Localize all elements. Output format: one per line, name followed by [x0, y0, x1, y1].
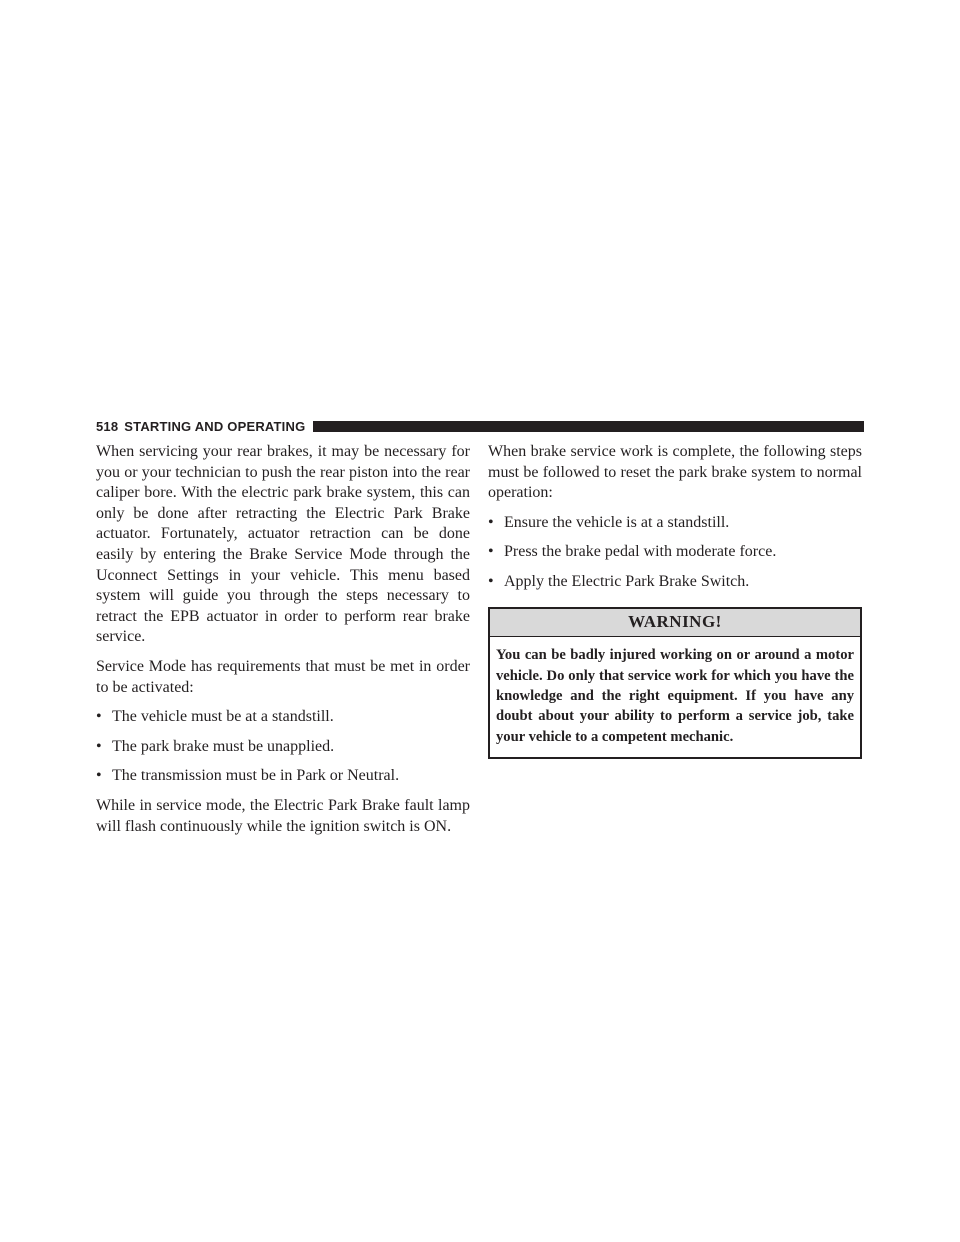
bullet-icon: • — [488, 572, 494, 590]
paragraph: When brake service work is complete, the following steps must be followed to reset the park brake system to normal operation: — [488, 443, 862, 502]
bullet-list — [488, 513, 862, 593]
section-title: STARTING AND OPERATING — [124, 418, 306, 434]
list-item-text: The transmission must be in Park or Neutral. — [112, 767, 400, 785]
list-item — [488, 513, 862, 534]
list-item-text: Ensure the vehicle is at a standstill. — [504, 513, 730, 531]
paragraph: When servicing your rear brakes, it may be necessary for you or your technician to push the rear piston into the rear caliper bore. With the electric park brake system, this can only be done after retracting the Electric Park Brake actuator. Fortunately, actuator retraction can be done easily by entering the Brake Service Mode through the Uconnect Settings in your vehicle. This menu based system will guide you through the steps necessary to retract the EPB actuator in order to perform rear brake service. — [96, 443, 470, 646]
page-number: 518 — [96, 418, 119, 434]
bullet-icon: • — [96, 767, 102, 785]
warning-box — [488, 607, 862, 760]
bullet-icon: • — [488, 513, 494, 531]
list-item — [96, 766, 470, 787]
paragraph: While in service mode, the Electric Park Brake fault lamp will flash continuously while the ignition switch is ON. — [96, 796, 470, 835]
list-item — [96, 707, 470, 728]
list-item — [488, 572, 862, 593]
left-column — [96, 442, 470, 846]
paragraph: Service Mode has requirements that must be met in order to be activated: — [96, 657, 470, 696]
right-column — [488, 442, 862, 759]
list-item — [488, 542, 862, 563]
warning-title: WARNING! — [490, 609, 860, 638]
list-item — [96, 737, 470, 758]
bullet-icon: • — [96, 708, 102, 726]
page-header — [96, 417, 864, 435]
list-item-text: Press the brake pedal with moderate force. — [504, 543, 777, 561]
bullet-icon: • — [488, 543, 494, 561]
bullet-list — [96, 707, 470, 787]
list-item-text: Apply the Electric Park Brake Switch. — [504, 572, 750, 590]
list-item-text: The vehicle must be at a standstill. — [112, 708, 334, 726]
header-rule — [313, 421, 864, 432]
bullet-icon: • — [96, 737, 102, 755]
list-item-text: The park brake must be unapplied. — [112, 737, 335, 755]
warning-body: You can be badly injured working on or around a motor vehicle. Do only that service work for which you have the knowledge and the right equipment. If you have any doubt about your ability to perform a service job, take your vehicle to a competent mechanic. — [496, 647, 854, 745]
